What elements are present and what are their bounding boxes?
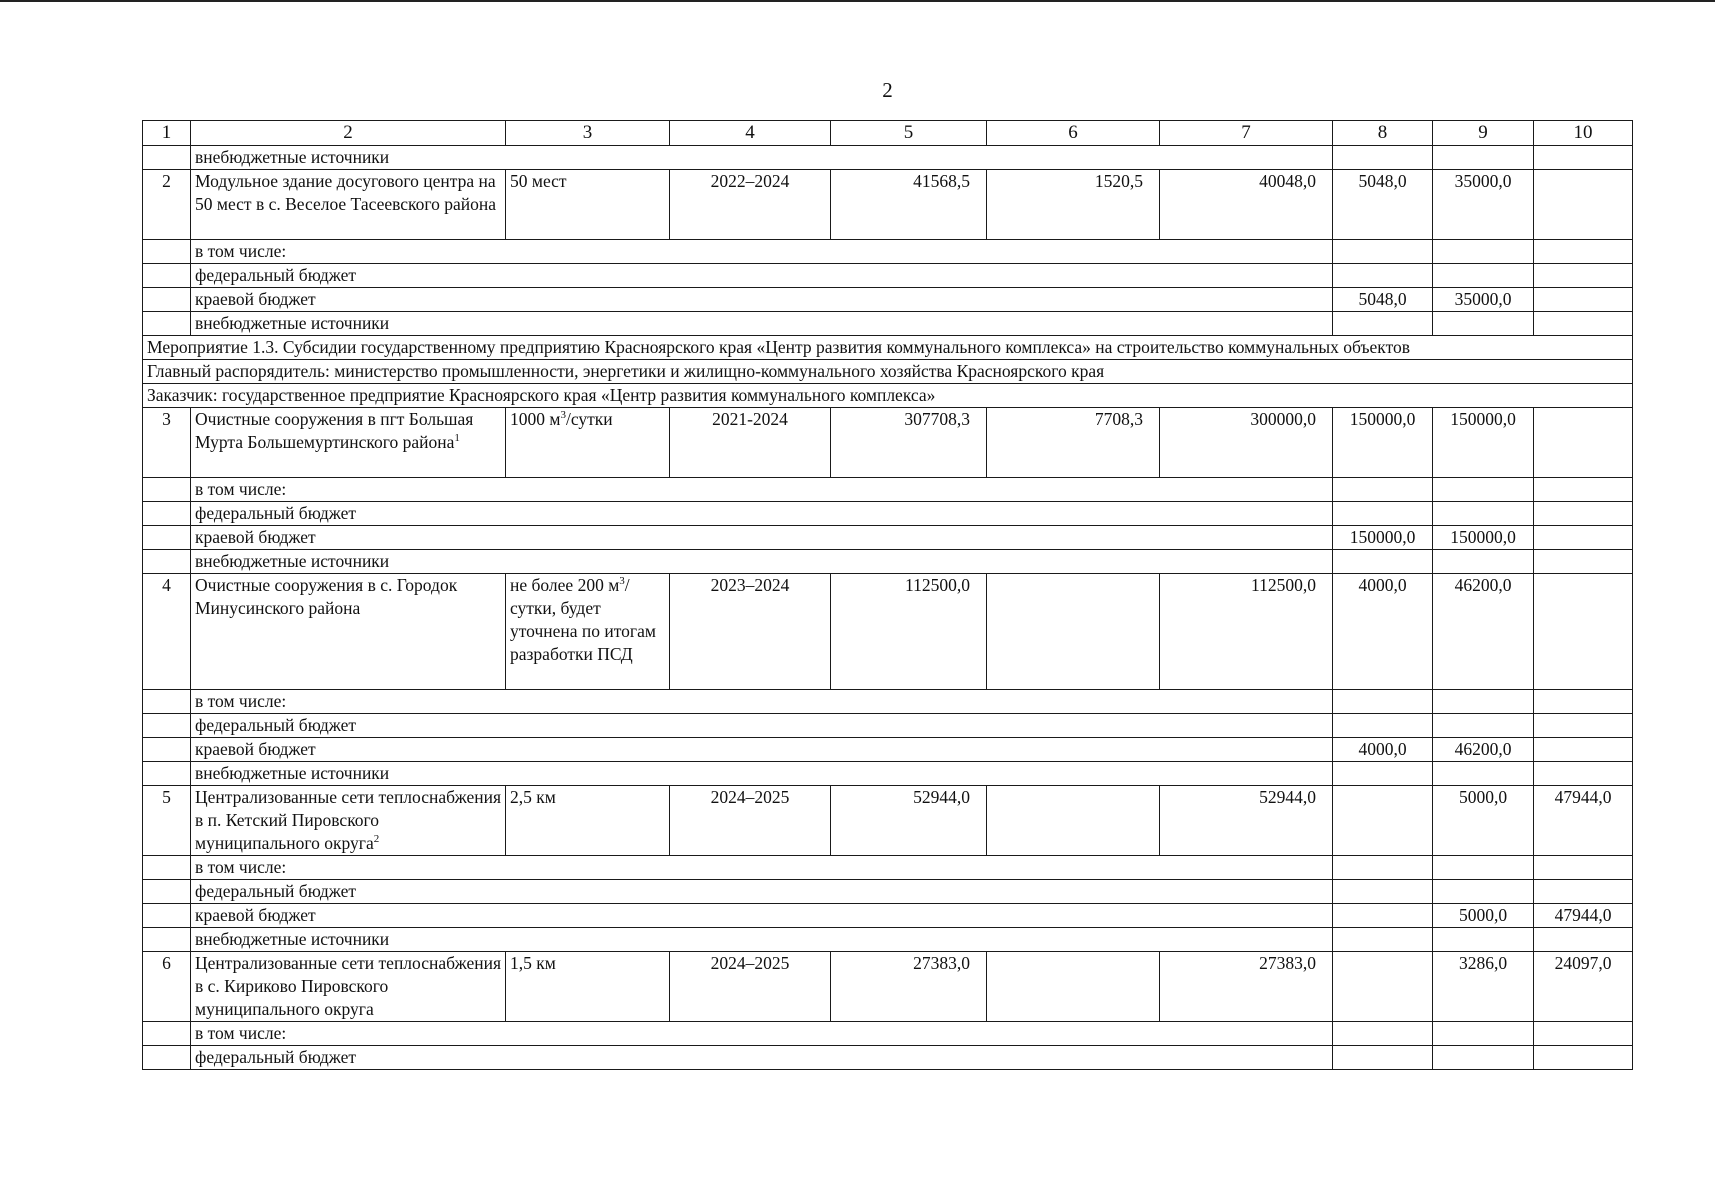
value-cell: 150000,0 xyxy=(1433,408,1534,478)
row-label: внебюджетные источники xyxy=(191,762,1333,786)
value-cell: 300000,0 xyxy=(1160,408,1333,478)
header-cell: 2 xyxy=(191,121,506,146)
object-name: Централизованные сети теплоснабжения в с. Кириково Пировского муниципального округа xyxy=(191,952,506,1022)
value-cell xyxy=(1534,408,1633,478)
table-row xyxy=(143,762,1633,786)
table-row xyxy=(143,264,1633,288)
row-label: краевой бюджет xyxy=(191,288,1333,312)
row-label: в том числе: xyxy=(191,240,1333,264)
capacity-exponent: 3 xyxy=(560,409,566,422)
table-row xyxy=(143,738,1633,762)
table-row xyxy=(143,1046,1633,1070)
value-cell: 47944,0 xyxy=(1534,786,1633,856)
value-cell xyxy=(987,574,1160,690)
object-name: Централизованные сети теплоснабжения в п. Кетский Пировского муниципального округа xyxy=(195,787,502,853)
value-cell: 27383,0 xyxy=(831,952,987,1022)
object-name: Очистные сооружения в пгт Большая Мурта Большемуртинского района xyxy=(195,409,474,452)
table-row xyxy=(143,288,1633,312)
value-cell: 40048,0 xyxy=(1160,170,1333,240)
section-row xyxy=(143,384,1633,408)
table-row xyxy=(143,502,1633,526)
object-capacity-tail: /сутки xyxy=(565,409,613,429)
table-row xyxy=(143,240,1633,264)
row-label: федеральный бюджет xyxy=(191,714,1333,738)
value-cell: 41568,5 xyxy=(831,170,987,240)
section-manager: Главный распорядитель: министерство промышленности, энергетики и жилищно-коммунального хозяйства Красноярского края xyxy=(143,360,1633,384)
table-row-object xyxy=(143,170,1633,240)
object-years: 2024–2025 xyxy=(670,786,831,856)
footnote-mark: 2 xyxy=(373,833,380,846)
investment-table xyxy=(142,120,1633,1070)
footnote-mark: 1 xyxy=(454,432,460,445)
row-label: федеральный бюджет xyxy=(191,1046,1333,1070)
section-customer: Заказчик: государственное предприятие Красноярского края «Центр развития коммунального комплекса» xyxy=(143,384,1633,408)
row-label: в том числе: xyxy=(191,478,1333,502)
table-row-object xyxy=(143,786,1633,856)
header-cell: 10 xyxy=(1534,121,1633,146)
value-cell xyxy=(1333,786,1433,856)
table-row-object xyxy=(143,574,1633,690)
section-row xyxy=(143,336,1633,360)
object-capacity-cell xyxy=(506,574,670,690)
object-capacity: 2,5 км xyxy=(506,786,670,856)
table-row xyxy=(143,146,1633,170)
object-name: Модульное здание досугового центра на 50 мест в с. Веселое Тасеевского района xyxy=(191,170,506,240)
table-row xyxy=(143,880,1633,904)
section-event: Мероприятие 1.3. Субсидии государственному предприятию Красноярского края «Центр развития коммунального комплекса» на строительство коммунальных объектов xyxy=(143,336,1633,360)
object-capacity-tail: / сутки, будет уточнена по итогам разработки ПСД xyxy=(510,575,656,664)
value-cell: 7708,3 xyxy=(987,408,1160,478)
table-row xyxy=(143,690,1633,714)
value-cell: 1520,5 xyxy=(987,170,1160,240)
row-label: федеральный бюджет xyxy=(191,880,1333,904)
capacity-exponent: 3 xyxy=(619,575,625,588)
object-number: 6 xyxy=(143,952,191,1022)
table-row xyxy=(143,714,1633,738)
header-cell: 9 xyxy=(1433,121,1534,146)
header-cell: 5 xyxy=(831,121,987,146)
value-cell: 150000,0 xyxy=(1433,526,1534,550)
table-row xyxy=(143,550,1633,574)
value-cell: 5048,0 xyxy=(1333,288,1433,312)
row-label: федеральный бюджет xyxy=(191,502,1333,526)
table-row xyxy=(143,1022,1633,1046)
value-cell: 4000,0 xyxy=(1333,574,1433,690)
row-label: внебюджетные источники xyxy=(191,550,1333,574)
value-cell: 35000,0 xyxy=(1433,170,1534,240)
value-cell xyxy=(1534,170,1633,240)
value-cell: 46200,0 xyxy=(1433,738,1534,762)
row-label: федеральный бюджет xyxy=(191,264,1333,288)
page-top-border xyxy=(0,0,1715,2)
row-label: в том числе: xyxy=(191,690,1333,714)
object-years: 2024–2025 xyxy=(670,952,831,1022)
value-cell xyxy=(1333,904,1433,928)
value-cell xyxy=(1534,526,1633,550)
page-number: 2 xyxy=(882,78,893,102)
value-cell: 24097,0 xyxy=(1534,952,1633,1022)
table-row xyxy=(143,526,1633,550)
column-numbers-row xyxy=(143,121,1633,146)
table-row xyxy=(143,856,1633,880)
value-cell: 47944,0 xyxy=(1534,904,1633,928)
object-name-cell xyxy=(191,786,506,856)
row-label: в том числе: xyxy=(191,1022,1333,1046)
table-row xyxy=(143,904,1633,928)
object-number: 4 xyxy=(143,574,191,690)
value-cell: 5000,0 xyxy=(1433,904,1534,928)
value-cell: 46200,0 xyxy=(1433,574,1534,690)
object-years: 2022–2024 xyxy=(670,170,831,240)
table-row-object xyxy=(143,408,1633,478)
object-number: 3 xyxy=(143,408,191,478)
value-cell: 52944,0 xyxy=(831,786,987,856)
section-row xyxy=(143,360,1633,384)
object-capacity: 1,5 км xyxy=(506,952,670,1022)
object-number: 2 xyxy=(143,170,191,240)
object-years: 2023–2024 xyxy=(670,574,831,690)
object-capacity: 1000 м xyxy=(510,409,561,429)
row-label: краевой бюджет xyxy=(191,526,1333,550)
value-cell xyxy=(1333,952,1433,1022)
object-name-cell xyxy=(191,408,506,478)
object-capacity: не более 200 м xyxy=(510,575,620,595)
row-label: внебюджетные источники xyxy=(191,928,1333,952)
object-capacity-cell xyxy=(506,408,670,478)
object-capacity: 50 мест xyxy=(506,170,670,240)
value-cell: 4000,0 xyxy=(1333,738,1433,762)
header-cell: 4 xyxy=(670,121,831,146)
value-cell: 5000,0 xyxy=(1433,786,1534,856)
header-cell: 3 xyxy=(506,121,670,146)
value-cell: 27383,0 xyxy=(1160,952,1333,1022)
value-cell: 3286,0 xyxy=(1433,952,1534,1022)
header-cell: 7 xyxy=(1160,121,1333,146)
object-number: 5 xyxy=(143,786,191,856)
header-cell: 6 xyxy=(987,121,1160,146)
value-cell: 112500,0 xyxy=(831,574,987,690)
table-row-object xyxy=(143,952,1633,1022)
value-cell xyxy=(1534,574,1633,690)
value-cell: 35000,0 xyxy=(1433,288,1534,312)
object-years: 2021-2024 xyxy=(670,408,831,478)
value-cell: 150000,0 xyxy=(1333,408,1433,478)
value-cell: 150000,0 xyxy=(1333,526,1433,550)
table-row xyxy=(143,478,1633,502)
object-name: Очистные сооружения в с. Городок Минусинского района xyxy=(191,574,506,690)
value-cell: 52944,0 xyxy=(1160,786,1333,856)
table-row xyxy=(143,928,1633,952)
value-cell xyxy=(1534,288,1633,312)
row-label: краевой бюджет xyxy=(191,904,1333,928)
header-cell: 8 xyxy=(1333,121,1433,146)
row-label: внебюджетные источники xyxy=(191,146,1333,170)
table-row xyxy=(143,312,1633,336)
row-label: краевой бюджет xyxy=(191,738,1333,762)
row-label: в том числе: xyxy=(191,856,1333,880)
value-cell: 112500,0 xyxy=(1160,574,1333,690)
value-cell: 307708,3 xyxy=(831,408,987,478)
value-cell: 5048,0 xyxy=(1333,170,1433,240)
value-cell xyxy=(987,786,1160,856)
value-cell xyxy=(987,952,1160,1022)
value-cell xyxy=(1534,738,1633,762)
row-label: внебюджетные источники xyxy=(191,312,1333,336)
header-cell: 1 xyxy=(143,121,191,146)
